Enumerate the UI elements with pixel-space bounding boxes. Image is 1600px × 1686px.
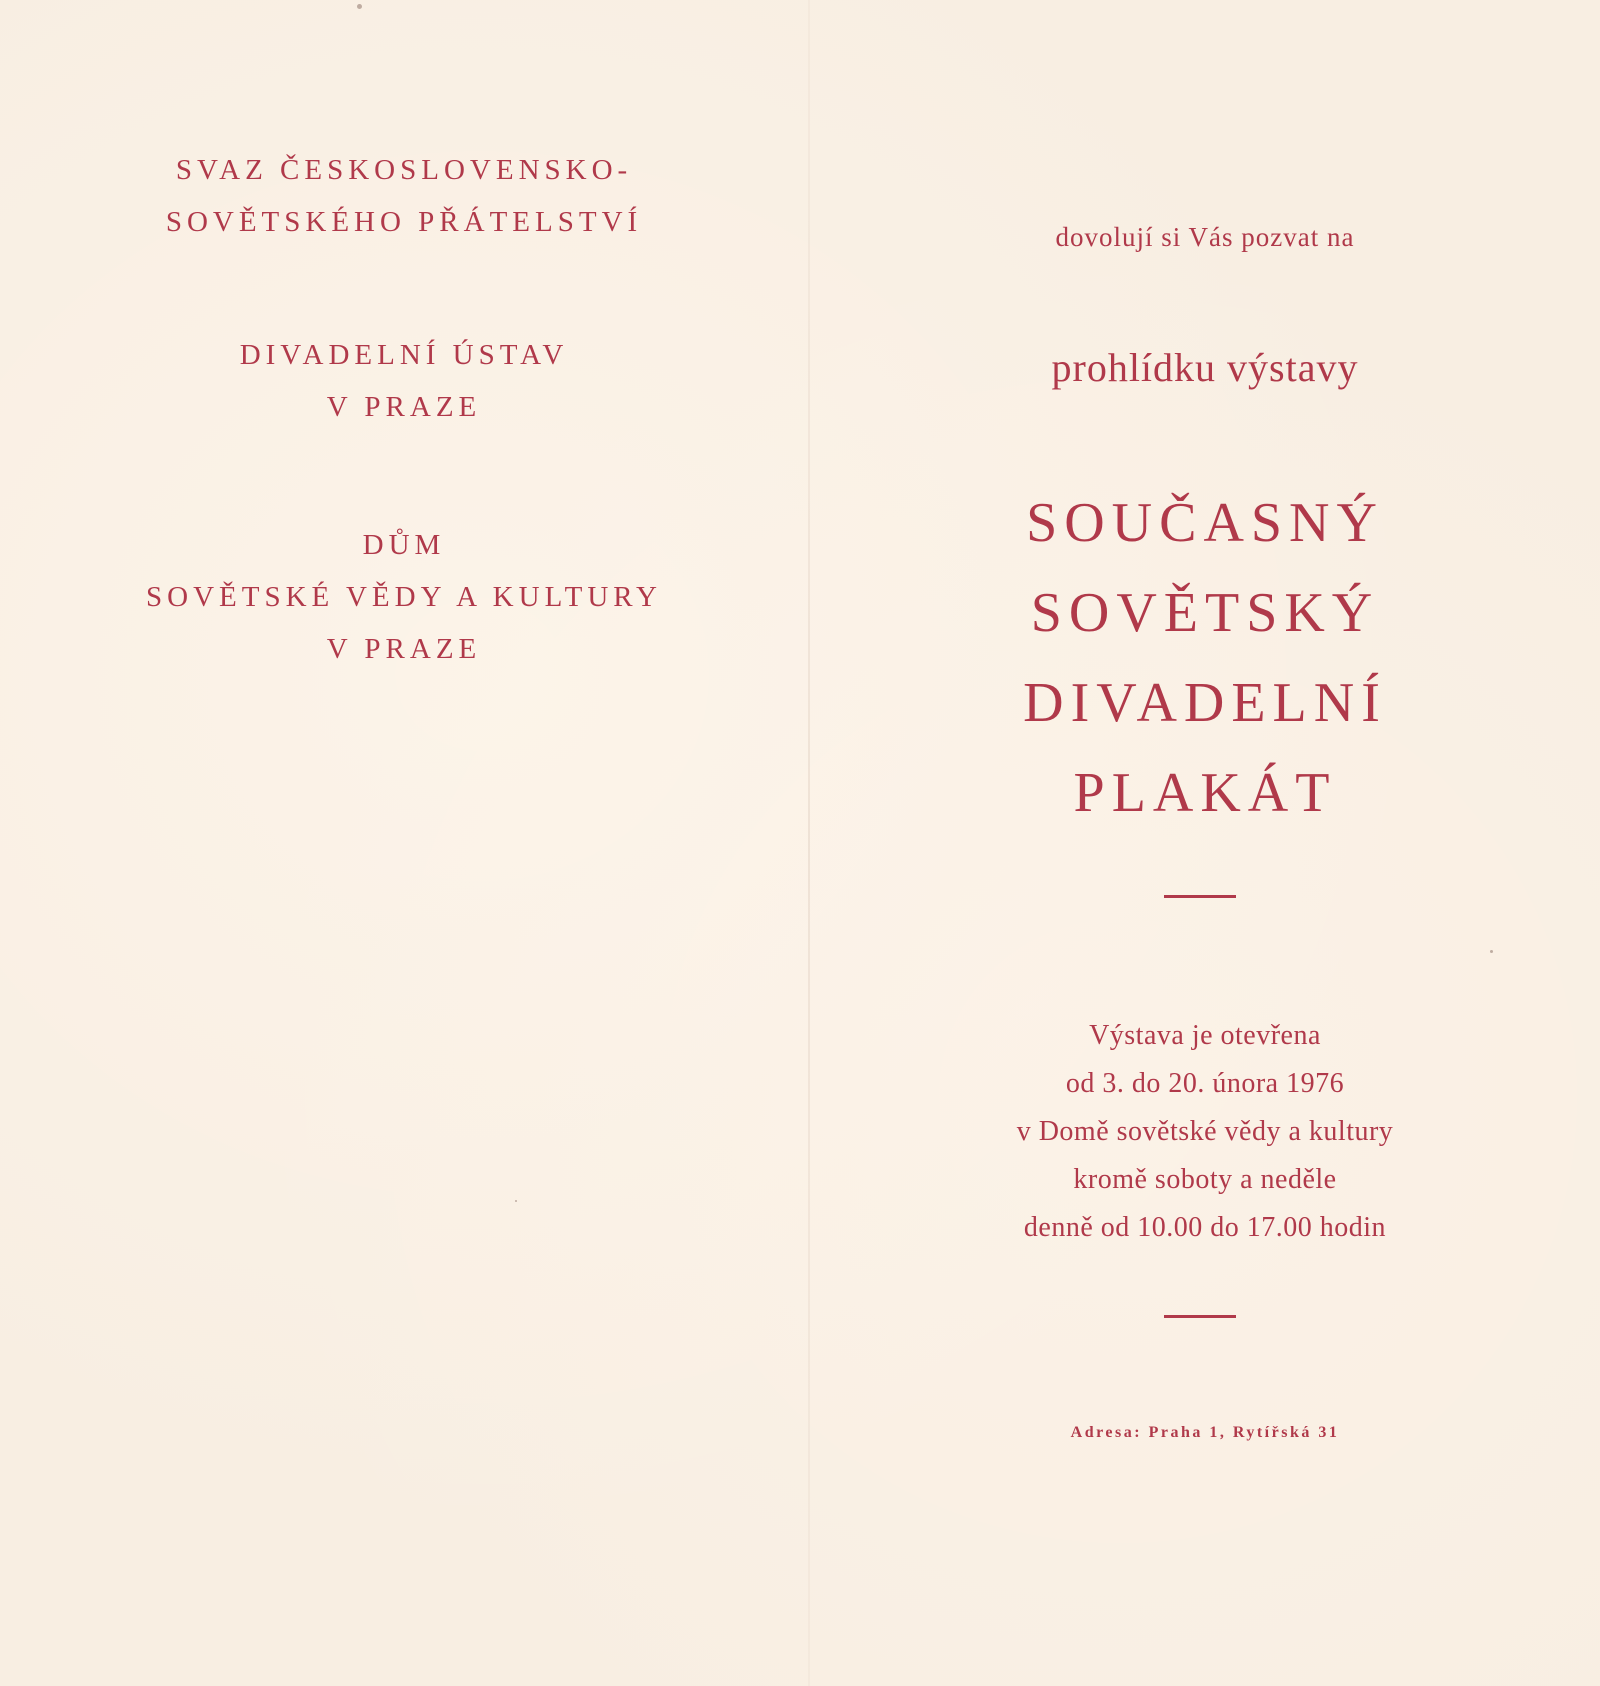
divider xyxy=(1164,895,1236,898)
organization-line: SOVĚTSKÉ VĚDY A KULTURY xyxy=(146,581,662,613)
organization-line: V PRAZE xyxy=(326,633,482,665)
organization-divadelni-ustav xyxy=(0,329,808,433)
info-line: od 3. do 20. února 1976 xyxy=(1065,1068,1345,1099)
info-line: v Domě sovětské vědy a kultury xyxy=(1016,1116,1394,1147)
address: Adresa: Praha 1, Rytířská 31 xyxy=(1070,1424,1340,1441)
title-line: SOVĚTSKÝ xyxy=(1030,582,1380,644)
invite-text: dovolují si Vás pozvat na xyxy=(1055,222,1355,252)
info-line: kromě soboty a neděle xyxy=(1073,1164,1337,1195)
title-line: PLAKÁT xyxy=(1073,762,1337,824)
info-line: Výstava je otevřena xyxy=(1089,1020,1321,1051)
title-line: DIVADELNÍ xyxy=(1023,672,1387,734)
exhibition-info xyxy=(810,1012,1600,1252)
right-panel xyxy=(810,0,1600,1686)
organization-line: V PRAZE xyxy=(326,391,482,423)
organization-ssp xyxy=(0,144,808,248)
tour-text: prohlídku výstavy xyxy=(1051,345,1359,390)
organization-dum-sovetske-vedy xyxy=(0,519,808,675)
exhibition-title xyxy=(810,478,1600,838)
title-line: SOUČASNÝ xyxy=(1026,492,1384,554)
divider xyxy=(1164,1315,1236,1318)
organization-line: DŮM xyxy=(362,529,446,561)
organization-line: DIVADELNÍ ÚSTAV xyxy=(239,339,569,371)
info-line: denně od 10.00 do 17.00 hodin xyxy=(1023,1212,1387,1243)
organization-line: SVAZ ČESKOSLOVENSKO- xyxy=(175,154,633,186)
organization-line: SOVĚTSKÉHO PŘÁTELSTVÍ xyxy=(165,206,643,238)
